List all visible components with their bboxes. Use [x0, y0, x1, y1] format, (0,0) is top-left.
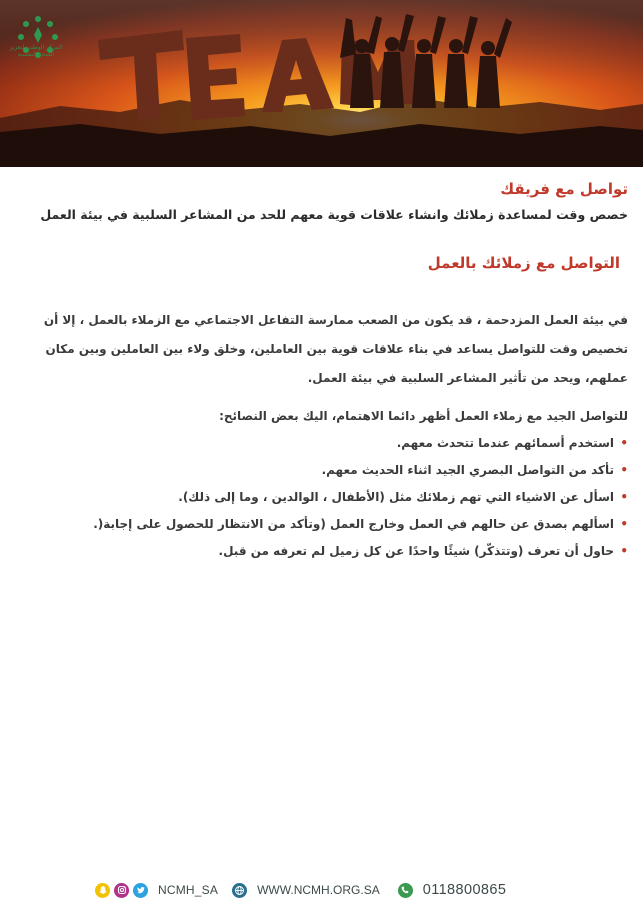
page-subtitle: خصص وقت لمساعدة زملائك وانشاء علاقات قوية معهم للحد من المشاعر السلبية في بيئة العمل — [40, 207, 628, 222]
list-item: • حاول أن تعرف (وتتذكّر) شيئًا واحدًا عن كل زميل لم تعرفه من قبل. — [18, 538, 628, 565]
header-banner — [0, 0, 643, 167]
bullet-icon: • — [620, 490, 628, 504]
logo-text: المركز الوطني لتعزيز الصحة النفسية — [9, 44, 63, 58]
section-heading: التواصل مع زملائك بالعمل — [427, 254, 620, 272]
phone-icon — [398, 883, 413, 898]
tips-list — [18, 430, 628, 565]
ncmh-logo-icon — [14, 6, 62, 68]
globe-icon — [232, 883, 247, 898]
footer-contacts — [95, 878, 506, 902]
bullet-icon: • — [620, 463, 628, 477]
intro-paragraph: في بيئة العمل المزدحمة ، قد يكون من الصعب ممارسة التفاعل الاجتماعي مع الزملاء بالعمل ، إلا أن تخصيص وقت للتواصل يساعد في بناء علاقات قوية بين العاملين، وخلق ولاء بين العاملين وبين مكان عملهم، ويحد من تأثير المشاعر السلبية في بيئة العمل. — [43, 313, 628, 385]
snapchat-icon[interactable] — [95, 883, 110, 898]
list-item: • اسأل عن الاشياء التي تهم زملائك مثل (الأطفال ، الوالدين ، وما إلى ذلك). — [18, 484, 628, 511]
page-title: تواصل مع فريقك — [500, 180, 628, 198]
bullet-icon: • — [620, 517, 628, 531]
list-item: • تأكد من التواصل البصري الجيد اثناء الحديث معهم. — [18, 457, 628, 484]
twitter-icon[interactable] — [133, 883, 148, 898]
tips-intro: للتواصل الجيد مع زملاء العمل أظهر دائما الاهتمام، اليك بعض النصائح: — [219, 409, 628, 423]
article-content — [18, 178, 628, 565]
bullet-icon: • — [620, 436, 628, 450]
bullet-icon: • — [620, 544, 628, 558]
phone-number[interactable]: 0118800865 — [422, 882, 507, 898]
list-item: • اسألهم بصدق عن حالهم في العمل وخارج العمل (وتأكد من الانتظار للحصول على إجابة(. — [18, 511, 628, 538]
team-sunset-image — [0, 0, 643, 167]
list-item: • استخدم أسمائهم عندما تتحدث معهم. — [18, 430, 628, 457]
social-handle[interactable]: NCMH_SA — [158, 883, 219, 897]
website-link[interactable]: WWW.NCMH.ORG.SA — [257, 883, 380, 897]
instagram-icon[interactable] — [114, 883, 129, 898]
